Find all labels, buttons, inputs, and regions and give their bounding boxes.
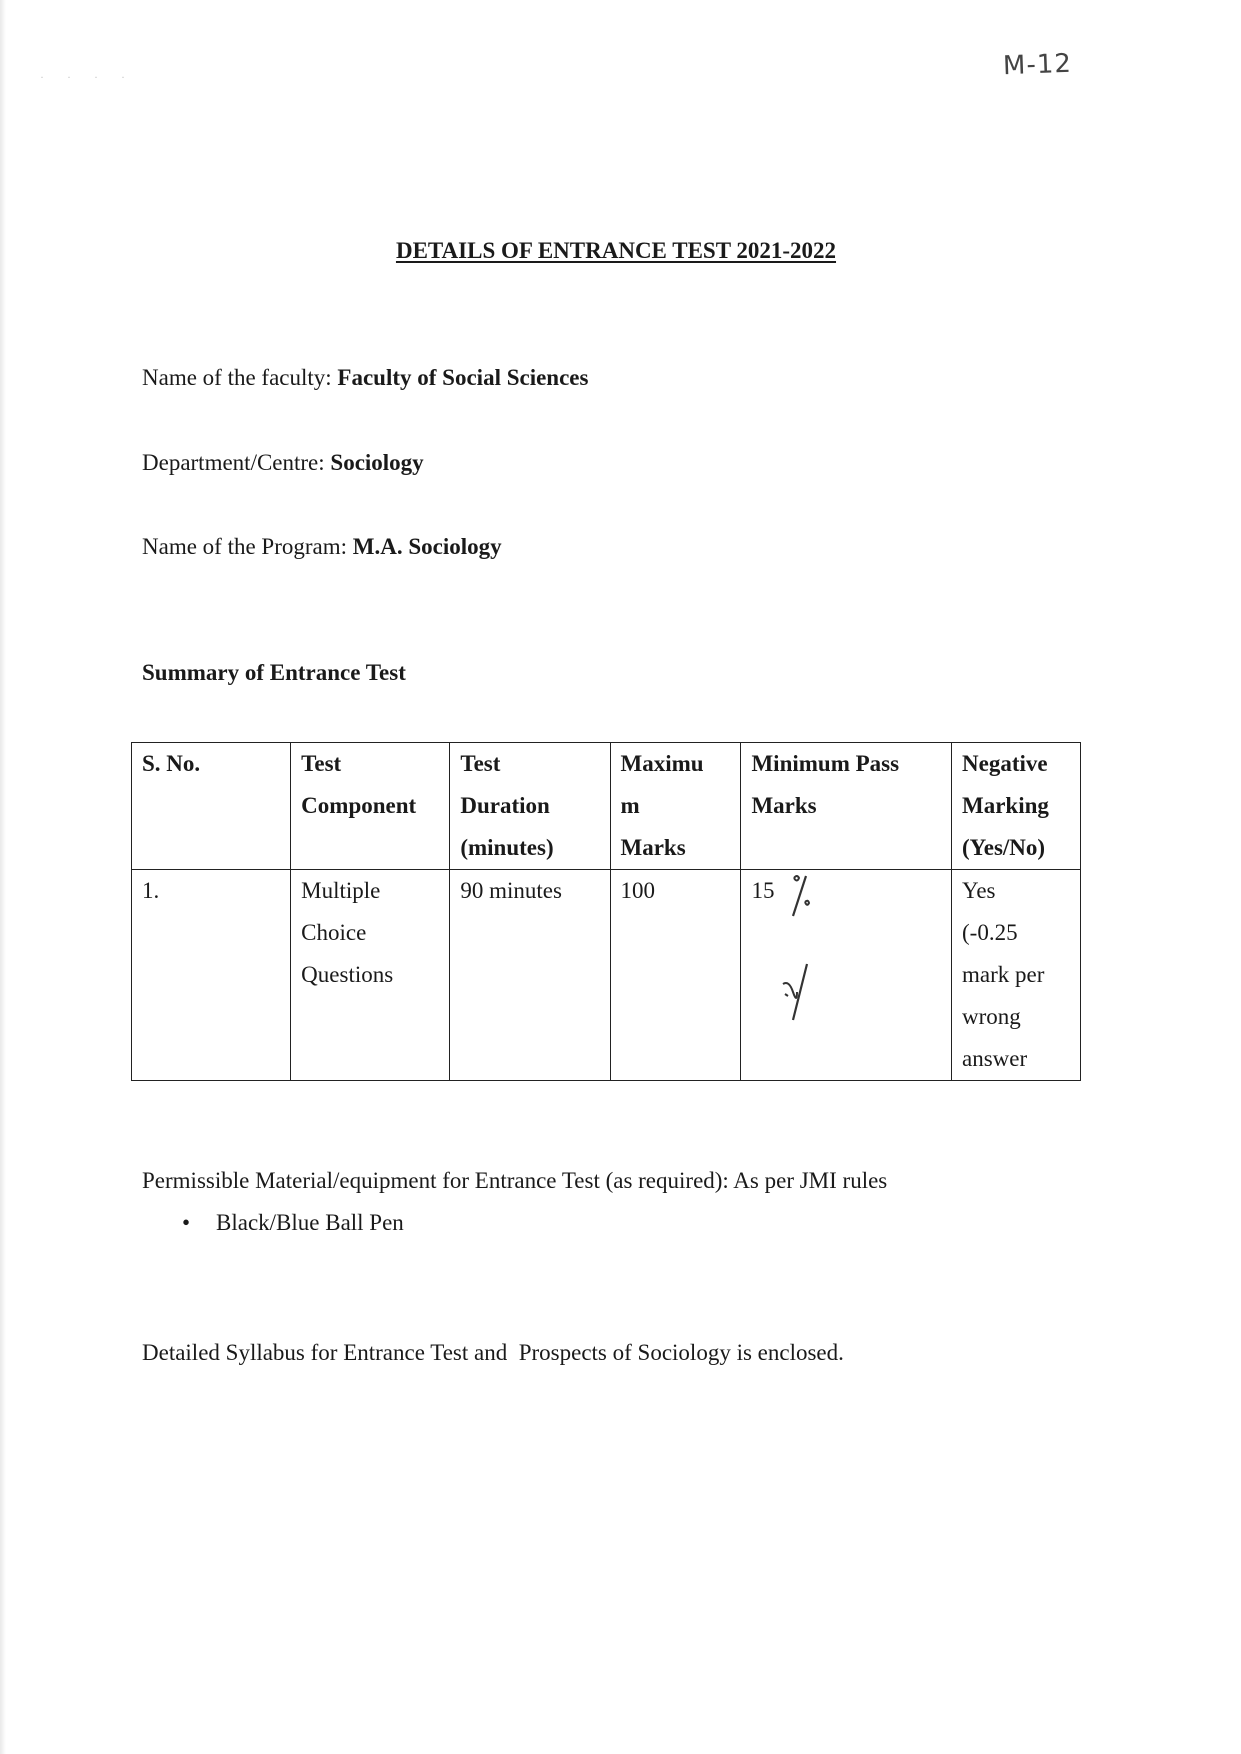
cell-line: Choice [301,920,367,945]
header-line: (Yes/No) [962,835,1046,860]
cell-line: Yes [962,878,996,903]
material-item-label: Black/Blue Ball Pen [216,1210,404,1235]
header-line: Maximu [620,751,704,776]
header-line: Test [301,751,342,776]
cell-test-duration: 90 minutes [450,870,610,1081]
header-line: Component [301,793,417,818]
cell-sno: 1. [132,870,291,1081]
header-test-duration [450,743,610,870]
entrance-test-table [131,742,1081,1081]
cell-line: answer [962,1046,1028,1071]
header-test-component [291,743,450,870]
handwritten-page-code: M-12 [1002,48,1073,82]
table-header-row [132,743,1081,870]
header-line: Negative [962,751,1048,776]
cell-maximum-marks: 100 [610,870,741,1081]
header-maximum-marks [610,743,741,870]
department-value: Sociology [330,450,424,475]
header-negative-marking [952,743,1081,870]
header-line: Minimum Pass [751,751,900,776]
header-line: Marks [620,835,686,860]
materials-list [142,1210,404,1236]
program-line [142,534,502,560]
table-row [132,870,1081,1081]
header-line: Test [460,751,501,776]
program-label: Name of the Program: [142,534,353,559]
cell-minimum-pass-marks [741,870,952,1081]
department-line [142,450,424,476]
min-pass-value: 15 [751,878,775,903]
header-minimum-pass-marks [741,743,952,870]
syllabus-note: Detailed Syllabus for Entrance Test and Prospects of Sociology is enclosed. [142,1340,844,1365]
faculty-value: Faculty of Social Sciences [337,365,589,390]
program-value: M.A. Sociology [352,534,502,559]
header-line: Marking [962,793,1049,818]
cell-line: mark per [962,962,1045,987]
list-item [142,1210,404,1236]
header-line: Duration [460,793,550,818]
faculty-line [142,365,588,391]
header-sno [132,743,291,870]
cell-line: Multiple [301,878,381,903]
faculty-label: Name of the faculty: [142,365,338,390]
summary-heading: Summary of Entrance Test [142,660,406,685]
handwritten-initials-icon [779,962,813,1022]
permissible-material-text: Permissible Material/equipment for Entrance Test (as required): As per JMI rules [142,1168,888,1193]
cell-negative-marking [952,870,1081,1081]
cell-test-component [291,870,450,1081]
header-line: m [620,793,640,818]
header-line: Marks [751,793,817,818]
cell-line: (-0.25 [962,920,1018,945]
cell-line: wrong [962,1004,1021,1029]
document-title: DETAILS OF ENTRANCE TEST 2021-2022 [395,238,837,263]
header-line: (minutes) [460,835,554,860]
bullet-icon: • [182,1210,191,1235]
handwritten-percent-icon [786,872,816,922]
department-label: Department/Centre: [142,450,331,475]
scan-specks: · · · · [40,70,135,84]
cell-line: Questions [301,962,394,987]
header-sno-line: S. No. [142,751,201,776]
